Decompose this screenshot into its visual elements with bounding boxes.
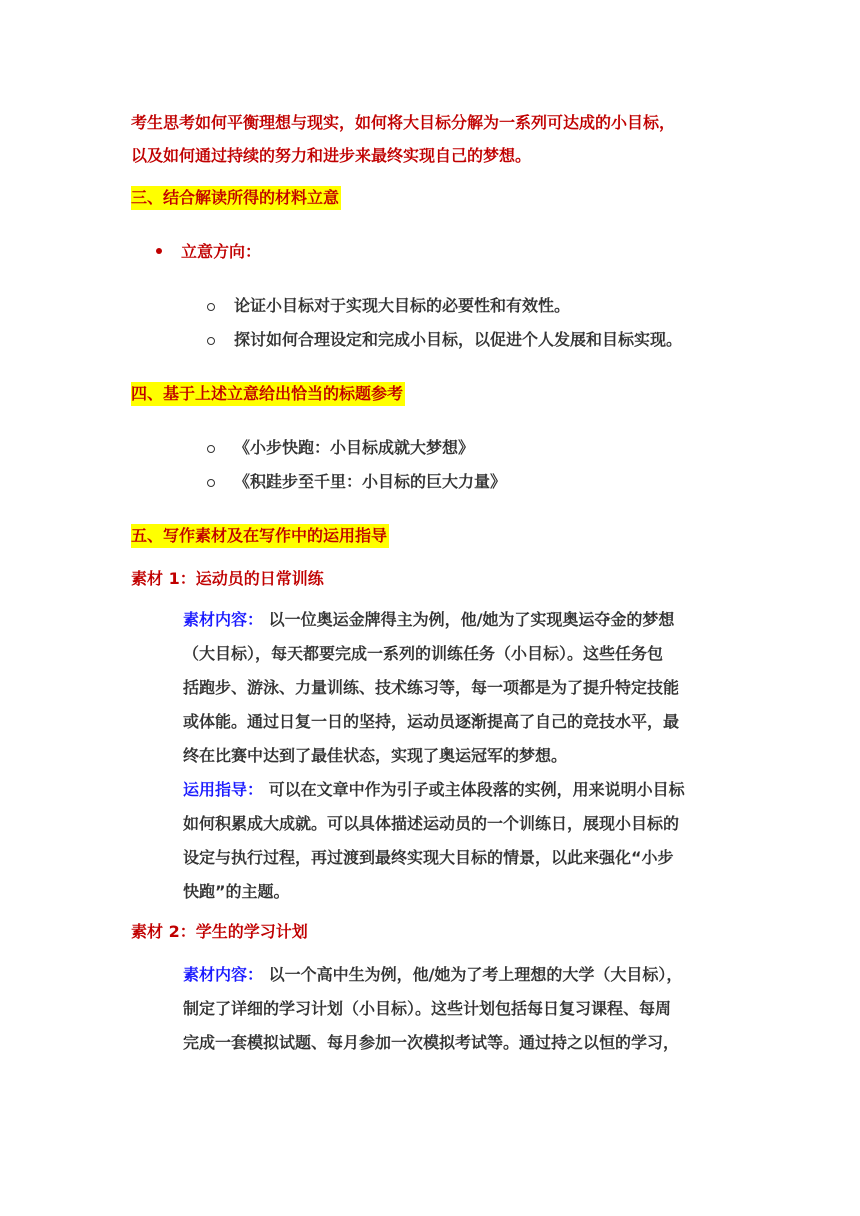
material-line: 设定与执行过程，再过渡到最终实现大目标的情景，以此来强化“小步: [183, 848, 674, 867]
material-line: （大目标），每天都要完成一系列的训练任务（小目标）。这些任务包: [183, 644, 664, 663]
material-line: 制定了详细的学习计划（小目标）。这些计划包括每日复习课程、每周: [183, 999, 672, 1018]
material-title: 素材 2：学生的学习计划: [131, 922, 308, 941]
material-line: 完成一套模拟试题、每月参加一次模拟考试等。通过持之以恒的学习，: [183, 1033, 680, 1052]
sub-bullet-text: 探讨如何合理设定和完成小目标，以促进个人发展和目标实现。: [234, 330, 683, 349]
title-reference: 《小步快跑：小目标成就大梦想》: [234, 438, 475, 457]
intro-paragraph: [131, 106, 731, 172]
material-line: 如何积累成大成就。可以具体描述运动员的一个训练日，展现小目标的: [183, 814, 680, 833]
sub-bullet-item: [207, 470, 506, 494]
material-line: [183, 603, 743, 637]
sub-bullet-item: [207, 436, 474, 460]
sub-bullet-text: 论证小目标对于实现大目标的必要性和有效性。: [234, 296, 571, 315]
content-label: 素材内容：: [183, 965, 264, 984]
material-body: [183, 958, 743, 1060]
material-line: [183, 958, 743, 992]
material-text: 以一个高中生为例，他/她为了考上理想的大学（大目标），: [263, 965, 683, 984]
hollow-circle-icon: [207, 303, 215, 311]
material-line: 括跑步、游泳、力量训练、技术练习等，每一项都是为了提升特定技能: [183, 678, 680, 697]
hollow-circle-icon: [207, 337, 215, 345]
bullet-item: [156, 240, 261, 264]
hollow-circle-icon: [207, 445, 215, 453]
sub-bullet-item: [207, 294, 570, 318]
material-text: 以一位奥运金牌得主为例，他/她为了实现奥运夺金的梦想: [263, 610, 675, 629]
material-line: 快跑”的主题。: [183, 882, 290, 901]
title-reference: 《积跬步至千里：小目标的巨大力量》: [234, 472, 507, 491]
intro-line: 以及如何通过持续的努力和进步来最终实现自己的梦想。: [131, 146, 532, 165]
material-line: 或体能。通过日复一日的坚持，运动员逐渐提高了自己的竞技水平，最: [183, 712, 680, 731]
sub-bullet-item: [207, 328, 682, 352]
usage-label: 运用指导：: [183, 780, 264, 799]
intro-line: 考生思考如何平衡理想与现实，如何将大目标分解为一系列可达成的小目标，: [131, 113, 676, 132]
section-4-heading: 四、基于上述立意给出恰当的标题参考: [131, 382, 405, 406]
bullet-dot-icon: [156, 248, 162, 254]
material-text: 可以在文章中作为引子或主体段落的实例，用来说明小目标: [263, 780, 685, 799]
hollow-circle-icon: [207, 479, 215, 487]
material-line: 终在比赛中达到了最佳状态，实现了奥运冠军的梦想。: [183, 746, 568, 765]
content-label: 素材内容：: [183, 610, 264, 629]
bullet-label: 立意方向：: [181, 242, 262, 261]
material-body: [183, 603, 743, 909]
section-3-heading: 三、结合解读所得的材料立意: [131, 186, 341, 210]
material-line: [183, 773, 743, 807]
material-title: 素材 1：运动员的日常训练: [131, 569, 324, 588]
section-5-heading: 五、写作素材及在写作中的运用指导: [131, 524, 389, 548]
